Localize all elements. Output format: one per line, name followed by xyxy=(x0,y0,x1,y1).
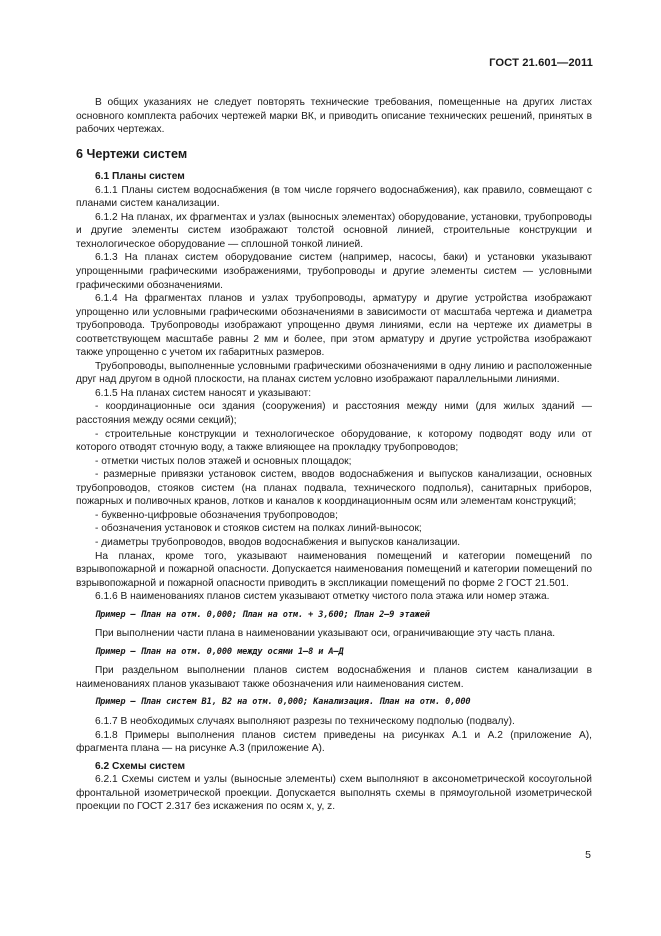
example-1: Пример — План на отм. 0,000; План на отм. + 3,600; План 2—9 этажей xyxy=(95,609,430,620)
page-number: 5 xyxy=(585,849,591,861)
list-item: - координационные оси здания (сооружения) и расстояния между ними (для жилых зданий — расстояния между осями секций); xyxy=(76,401,592,427)
paragraph-6-1-6: 6.1.6 В наименованиях планов систем указывают отметку чистого пола этажа или номер этажа. xyxy=(95,591,550,603)
example-3: Пример — План систем В1, В2 на отм. 0,000; Канализация. План на отм. 0,000 xyxy=(95,697,471,708)
paragraph-plans-also: На планах, кроме того, указывают наименования помещений и категории помещений по взрывопожарной и пожарной опасности. Допускается наименования помещений и категории помещений по взрывопожарной и пожарной опасности приводить в экспликации помещений по форме 2 ГОСТ 21.501. xyxy=(76,550,592,589)
list-item: - обозначения установок и стояков систем на полках линий-выносок; xyxy=(95,523,422,535)
list-item: - размерные привязки установок систем, вводов водоснабжения и выпусков канализации, основных трубопроводов, стояков систем (на планах подвала, технического подполья), санитарных приборов, пожарных и поливочных кранов, лотков и каналов к координационным осям или элементам конструкций; xyxy=(76,469,592,508)
paragraph-intro: В общих указаниях не следует повторять технические требования, помещенные на других листах основного комплекта рабочих чертежей марки ВК, и приводить описание технических решений, принятых в рабочих чертежах. xyxy=(76,97,592,136)
paragraph-6-2-1: 6.2.1 Схемы систем и узлы (выносные элементы) схем выполняют в аксонометрической косоугольной фронтальной изометрической проекции. Допускается выполнять схемы в прямоугольной изометрической проекции по ГОСТ 2.317 без искажения по осям x, y, z. xyxy=(76,774,592,813)
paragraph-6-1-5: 6.1.5 На планах систем наносят и указывают: xyxy=(95,387,312,399)
example-2: Пример — План на отм. 0,000 между осями 1—8 и А—Д xyxy=(95,646,344,657)
list-item: - строительные конструкции и технологическое оборудование, к которому подводят воду или от которого отводят сточную воду, а также влияющее на прокладку трубопроводов; xyxy=(76,428,592,454)
paragraph-separate-plans: При раздельном выполнении планов систем водоснабжения и планов систем канализации в наименованиях планов указывают также обозначения или наименования систем. xyxy=(76,665,592,690)
list-item: - отметки чистых полов этажей и основных площадок; xyxy=(95,455,352,467)
document-body xyxy=(76,96,592,814)
list-item: - буквенно-цифровые обозначения трубопроводов; xyxy=(95,509,338,521)
subsection-heading-6-1: 6.1 Планы систем xyxy=(95,171,185,183)
list-item: - диаметры трубопроводов, вводов водоснабжения и выпусков канализации. xyxy=(95,536,461,548)
paragraph-6-1-3: 6.1.3 На планах систем оборудование систем (например, насосы, баки) и установки указывают упрощенными графическими изображениями, трубопроводы и другие элементы систем — условными графическими обозначениями. xyxy=(76,252,592,291)
subsection-heading-6-2: 6.2 Схемы систем xyxy=(95,760,186,772)
document-header: ГОСТ 21.601—2011 xyxy=(489,57,593,69)
paragraph-6-1-7: 6.1.7 В необходимых случаях выполняют разрезы по техническому подполью (подвалу). xyxy=(95,715,515,727)
paragraph-6-1-8: 6.1.8 Примеры выполнения планов систем приведены на рисунках А.1 и А.2 (приложение А), фрагмента плана — на рисунке А.3 (приложение А). xyxy=(76,729,592,755)
paragraph-6-1-4: 6.1.4 На фрагментах планов и узлах трубопроводы, арматуру и другие устройства изображают упрощенно или условными графическими обозначениями в зависимости от масштаба чертежа и диаметра трубопровода. Трубопроводы изображают упрощенно двумя линиями, если на чертеже их диаметры в соответствующем масштабе равны 2 мм и более, при этом арматуру и другие устройства изображают также упрощенно с учетом их габаритных размеров. xyxy=(76,293,592,359)
paragraph-pipelines: Трубопроводы, выполненные условными графическими обозначениями в одну линию и расположенные друг над другом в одной плоскости, на планах систем условно изображают параллельными линиями. xyxy=(76,360,592,386)
section-heading: 6 Чертежи систем xyxy=(76,146,188,161)
paragraph-6-1-1: 6.1.1 Планы систем водоснабжения (в том числе горячего водоснабжения), как правило, совмещают с планами систем канализации. xyxy=(76,184,592,210)
paragraph-6-1-2: 6.1.2 На планах, их фрагментах и узлах (выносных элементах) оборудование, установки, трубопроводы и другие элементы систем изображают толстой основной линией, строительные конструкции и технологическое оборудование — сплошной тонкой линией. xyxy=(76,211,592,250)
paragraph-part-plan: При выполнении части плана в наименовании указывают оси, ограничивающие эту часть плана. xyxy=(95,628,556,640)
